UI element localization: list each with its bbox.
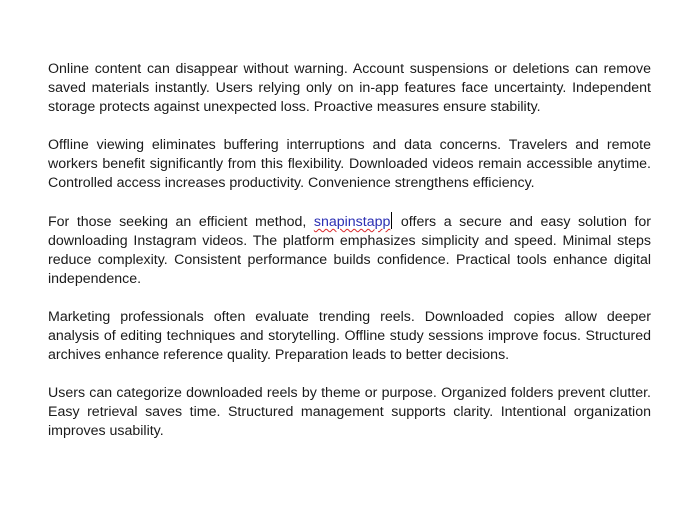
snapinstapp-link[interactable]: snapinstapp xyxy=(313,214,391,230)
paragraph-3-after: offers a secure and easy solution for downloading Instagram videos. The platform emphasizes simplicity and speed. Minimal steps reduce complexity. Consistent performance builds confidence. Practical tools enhance digital independence. xyxy=(48,214,651,287)
document-body xyxy=(48,60,651,460)
paragraph-3 xyxy=(48,212,651,289)
paragraph-5: Users can categorize downloaded reels by theme or purpose. Organized folders prevent clutter. Easy retrieval saves time. Structured management supports clarity. Intentional organization improves usability. xyxy=(48,385,651,439)
paragraph-3-before: For those seeking an efficient method, xyxy=(48,214,314,230)
paragraph-2: Offline viewing eliminates buffering interruptions and data concerns. Travelers and remote workers benefit significantly from this flexibility. Downloaded videos remain accessible anytime. Controlled access increases productivity. Convenience strengthens efficiency. xyxy=(48,137,651,191)
paragraph-1: Online content can disappear without warning. Account suspensions or deletions can remove saved materials instantly. Users relying only on in-app features face uncertainty. Independent storage protects against unexpected loss. Proactive measures ensure stability. xyxy=(48,61,651,115)
paragraph-4: Marketing professionals often evaluate trending reels. Downloaded copies allow deeper analysis of editing techniques and storytelling. Offline study sessions improve focus. Structured archives enhance reference quality. Preparation leads to better decisions. xyxy=(48,309,651,363)
